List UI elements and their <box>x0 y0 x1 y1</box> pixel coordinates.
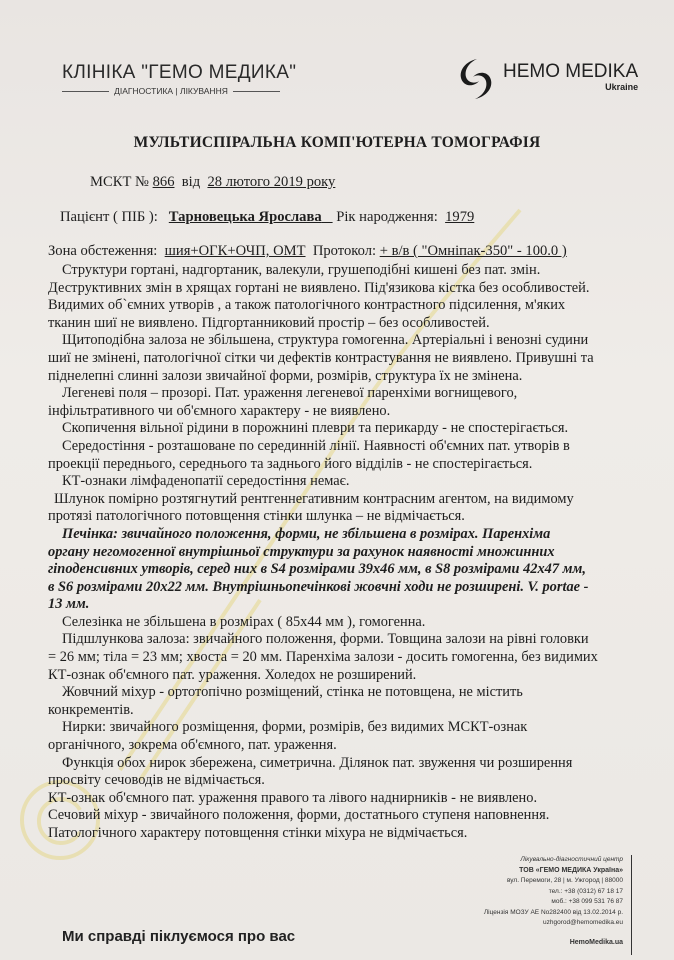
divider-line <box>233 91 280 92</box>
report-line: Сечовий міхур - звичайного положення, форми, достатнього ступеня наповнення. <box>48 807 550 824</box>
report-line: просвіту сечоводів не відмічається. <box>48 772 265 789</box>
company-name: ТОВ «ГЕМО МЕДИКА Україна» <box>519 866 623 874</box>
patient-name: Тарновецька Ярослава <box>168 209 322 225</box>
zone-label: Зона обстеження: <box>48 243 158 259</box>
exam-prefix: МСКТ № <box>90 174 149 190</box>
report-body <box>48 262 628 843</box>
report-line: Патологічного характеру потовщення стінки міхура не відмічається. <box>48 825 468 841</box>
report-line: КТ-ознак об'ємного пат. ураження. Холедох не розширений. <box>48 666 417 683</box>
report-line: Печінка: звичайного положення, форми, не збільшена в розмірах. Паренхіма <box>62 525 551 542</box>
brand-logo <box>455 56 638 102</box>
report-line: Жовчний міхур - ортотопічно розміщений, стінка не потовщена, не містить <box>62 684 523 701</box>
report-line: Нирки: звичайного розміщення, форми, розмірів, без видимих МСКТ-ознак <box>62 719 528 736</box>
company-license: Ліцензія МОЗУ АЕ No282400 від 13.02.2014 р. <box>483 908 623 916</box>
exam-number: 866 <box>152 174 175 190</box>
exam-date: 28 лютого 2019 року <box>207 174 336 190</box>
report-line: Легеневі поля – прозорі. Пат. ураження легеневої паренхіми вогнищевого, <box>62 385 518 402</box>
company-phone: тел.: +38 (0312) 67 18 17 <box>548 887 623 895</box>
clinic-tagline <box>62 86 280 96</box>
report-line: Щитоподібна залоза не збільшена, структура гомогенна. Артеріальні і венозні судини <box>62 332 589 349</box>
brand-name: HEMO MEDIKA <box>503 61 639 82</box>
report-line: органу негомогенної внутрішньої структури за рахунок наявності множинних <box>48 543 555 560</box>
footer-slogan: Ми справді піклуємося про вас <box>62 928 296 945</box>
company-email: uzhgorod@hemomedika.eu <box>543 919 623 926</box>
report-line: Видимих об`ємних утворів , а також патологічного контрастного підсилення, м'яких <box>48 297 566 314</box>
report-line: тканин шиї не виявлено. Підгортанниковий простір – без особливостей. <box>48 314 490 331</box>
report-line: протязі патологічного потовщення стінки шлунка – не відмічається. <box>48 508 465 525</box>
company-website: HemoMedika.ua <box>569 938 623 946</box>
birth-year: 1979 <box>445 209 475 225</box>
report-line: = 26 мм; тіла = 23 мм; хвоста = 20 мм. Паренхіма залози - досить гомогенна, без видимих <box>48 649 598 666</box>
report-line: Селезінка не збільшена в розмірах ( 85х44 мм ), гомогенна. <box>62 613 426 630</box>
report-line: в S6 розмірами 20х22 мм. Внутрішньопечінкові жовчні ходи не розширені. V. portae - <box>48 578 589 595</box>
brand-country: Ukraine <box>605 82 639 92</box>
patient-label: Пацієнт ( ПІБ ): <box>60 209 158 225</box>
report-line: КТ-ознак об'ємного пат. ураження правого та лівого наднирників - не виявлено. <box>48 789 538 806</box>
report-line: шиї не змінені, патологічної сітки чи дефектів контрастування не виявлено. Привушні та <box>48 349 594 366</box>
clinic-tagline-text: ДІАГНОСТИКА | ЛІКУВАННЯ <box>114 86 228 96</box>
report-line: Деструктивних змін в хрящах гортані не виявлено. Під'язикова кістка без особливостей. <box>48 279 590 296</box>
zone-value: шия+ОГК+ОЧП, ОМТ <box>164 243 306 259</box>
report-line: Шлунок помірно розтягнутий рентгеннегативним контрасним агентом, на видимому <box>54 490 574 507</box>
exam-from-label: від <box>181 174 201 190</box>
protocol-label: Протокол: <box>312 243 377 259</box>
report-line: гіподенсивних утворів, серед них в S4 розмірами 39х46 мм, в S8 розмірами 42х47 мм, <box>48 561 586 578</box>
report-line: конкрементів. <box>48 701 134 718</box>
clinic-name: КЛІНІКА "ГЕМО МЕДИКА" <box>62 62 297 83</box>
center-type: Лікувально-діагностичний центр <box>520 856 623 863</box>
company-address: вул. Перемоги, 28 | м. Ужгород | 88000 <box>506 877 623 884</box>
report-line: КТ-ознаки лімфаденопатії середостіння немає. <box>62 473 350 490</box>
report-line: Підшлункова залоза: звичайного положення, форми. Товщина залози на рівні головки <box>62 631 589 648</box>
report-line: піднелепні слинні залози звичайної форми, розмірів, структура їх не змінена. <box>48 367 523 384</box>
report-line: Структури гортані, надгортаник, валекули, грушеподібні кишені без пат. змін. <box>62 262 541 278</box>
report-line: проекції переднього, середнього та заднього його відділів - не спостерігається. <box>48 455 533 472</box>
report-line: органічного, зокрема об'ємного, пат. ураження. <box>48 737 337 754</box>
footer-contact-block <box>423 855 632 955</box>
patient-line <box>60 209 474 226</box>
protocol-value: + в/в ( "Омніпак-350" - 100.0 ) <box>379 243 567 259</box>
divider-line <box>62 91 109 92</box>
company-mobile: моб.: +38 099 531 76 87 <box>551 898 623 905</box>
zone-line <box>48 243 567 260</box>
report-line: 13 мм. <box>48 596 90 613</box>
exam-number-line <box>90 174 335 191</box>
hemo-swirl-logo-icon <box>455 56 497 102</box>
report-line: Середостіння - розташоване по серединній лінії. Наявності об'ємних пат. утворів в <box>62 437 570 454</box>
birth-label: Рік народження: <box>336 209 438 225</box>
report-line: Скопичення вільної рідини в порожнині плеври та перикарду - не спостерігається. <box>62 420 569 437</box>
document-title: МУЛЬТИСПІРАЛЬНА КОМП'ЮТЕРНА ТОМОГРАФІЯ <box>133 134 541 151</box>
report-line: інфільтративного чи об'ємного характеру - не виявлено. <box>48 402 391 419</box>
report-line: Функція обох нирок збережена, симетрична. Ділянок пат. звуження чи розширення <box>62 754 573 771</box>
